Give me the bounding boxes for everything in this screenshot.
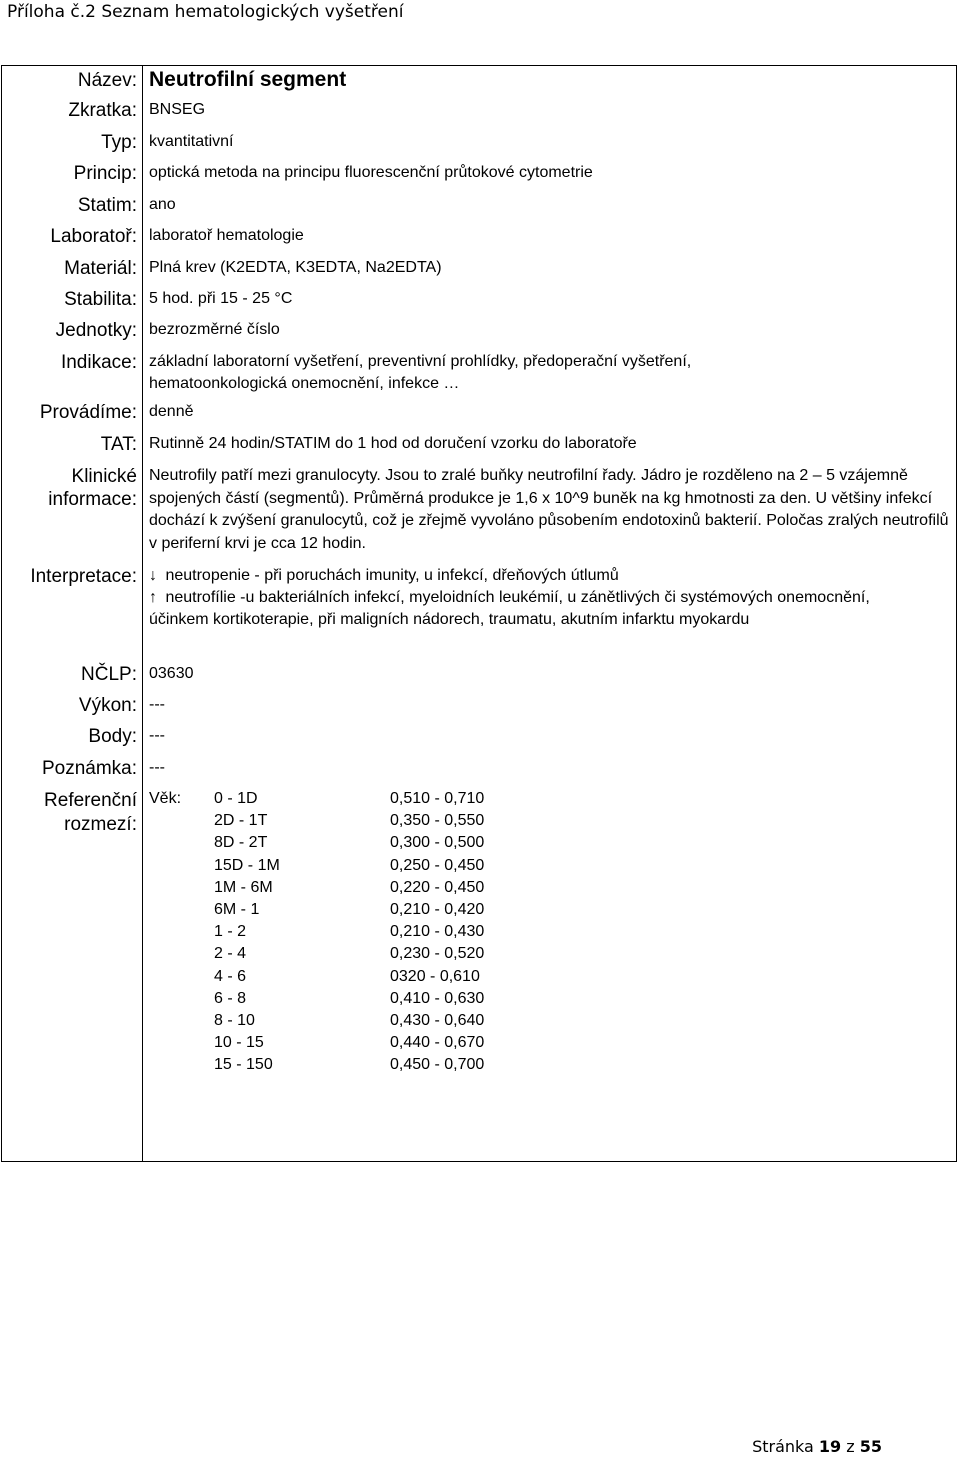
label-referencni: Referenční xyxy=(44,790,137,811)
value-interpretace-down: neutropenie - při poruchách imunity, u infekcí, dřeňových útlumů xyxy=(165,567,619,584)
reference-range: 0,210 - 0,430 xyxy=(390,923,485,941)
arrow-up-icon: ↑ xyxy=(149,589,157,606)
value-statim: ano xyxy=(149,196,176,213)
label-nazev: Název: xyxy=(77,70,137,91)
reference-age: 4 - 6 xyxy=(214,967,247,985)
reference-age: 6M - 1 xyxy=(214,901,260,918)
page-header: Příloha č.2 Seznam hematologických vyšetření xyxy=(7,2,404,22)
reference-age: 2D - 1T xyxy=(214,812,268,830)
label-body: Body: xyxy=(88,726,137,747)
label-vek: Věk: xyxy=(149,790,182,807)
reference-age: 10 - 15 xyxy=(214,1034,264,1052)
reference-range: 0,430 - 0,640 xyxy=(390,1012,485,1029)
reference-age: 0 - 1D xyxy=(214,790,258,807)
label-klinicke: Klinické xyxy=(71,466,137,487)
label-laborator: Laboratoř: xyxy=(50,226,137,247)
reference-range: 0,300 - 0,500 xyxy=(390,834,485,852)
footer-prefix: Stránka xyxy=(752,1437,819,1456)
reference-range: 0,250 - 0,450 xyxy=(390,856,485,874)
label-vykon: Výkon: xyxy=(78,695,137,716)
page-footer xyxy=(752,1437,882,1456)
reference-range: 0,410 - 0,630 xyxy=(390,989,485,1007)
value-typ: kvantitativní xyxy=(149,133,234,150)
value-zkratka: BNSEG xyxy=(149,101,206,118)
value-nclp: 03630 xyxy=(149,665,194,682)
label-zkratka: Zkratka: xyxy=(68,100,137,121)
value-princip: optická metoda na principu fluorescenční průtokové cytometrie xyxy=(149,164,593,181)
reference-age: 1 - 2 xyxy=(214,923,247,941)
reference-range: 0,350 - 0,550 xyxy=(390,812,485,830)
reference-range: 0,220 - 0,450 xyxy=(390,878,485,896)
value-klinicke: Neutrofily patří mezi granulocyty. Jsou to zralé buňky neutrofilní řady. Jádro je rozděleno na 2 – 5 vzájemně spojených částí (segmentů). Průměrná produkce je 1,6 x 10^9 buněk na kg hmotnosti za den. U většiny infekcí dochází k zvýšení granulocytů, což je zřejmě vyvoláno působením endotoxinů bakterií. Poločas zralých neutrofilů v periferní krvi je cca 12 hodin. xyxy=(149,467,949,552)
reference-range: 0,450 - 0,700 xyxy=(390,1056,485,1074)
value-vykon: --- xyxy=(149,696,165,713)
value-laborator: laboratoř hematologie xyxy=(149,227,304,244)
footer-mid: z xyxy=(841,1437,860,1456)
value-nazev: Neutrofilní segment xyxy=(149,68,347,91)
footer-total: 55 xyxy=(859,1437,882,1456)
reference-age: 8D - 2T xyxy=(214,834,268,852)
reference-range: 0320 - 0,610 xyxy=(390,967,480,985)
label-stabilita: Stabilita: xyxy=(64,289,137,310)
value-body: --- xyxy=(149,727,165,744)
label-typ: Typ: xyxy=(101,132,137,153)
footer-page: 19 xyxy=(818,1437,842,1456)
reference-age: 15 - 150 xyxy=(214,1056,273,1074)
reference-age: 1M - 6M xyxy=(214,878,273,896)
reference-range: 0,510 - 0,710 xyxy=(390,790,485,807)
value-jednotky: bezrozměrné číslo xyxy=(149,321,280,338)
label-rozmezi: rozmezí: xyxy=(64,814,137,835)
value-tat: Rutinně 24 hodin/STATIM do 1 hod od doručení vzorku do laboratoře xyxy=(149,435,637,452)
value-provadime: denně xyxy=(149,403,194,420)
value-material: Plná krev (K2EDTA, K3EDTA, Na2EDTA) xyxy=(149,259,442,276)
column-divider xyxy=(142,65,143,1162)
label-statim: Statim: xyxy=(77,195,137,216)
reference-age: 8 - 10 xyxy=(214,1012,255,1029)
label-indikace: Indikace: xyxy=(60,352,137,373)
label-material: Materiál: xyxy=(64,258,137,279)
value-indikace: základní laboratorní vyšetření, preventivní prohlídky, předoperační vyšetření, hematoonkologická onemocnění, infekce … xyxy=(149,353,692,392)
label-provadime: Provádíme: xyxy=(39,402,137,423)
interpretace-up-row xyxy=(149,587,909,631)
label-princip: Princip: xyxy=(73,163,137,184)
interpretace-down-row xyxy=(149,565,619,587)
label-poznamka: Poznámka: xyxy=(41,758,137,779)
label-informace: informace: xyxy=(48,489,137,510)
reference-range: 0,440 - 0,670 xyxy=(390,1034,485,1052)
value-stabilita: 5 hod. při 15 - 25 °C xyxy=(149,290,293,307)
label-nclp: NČLP: xyxy=(81,664,137,685)
value-interpretace-up: neutrofílie -u bakteriálních infekcí, myeloidních leukémií, u zánětlivých či systémových onemocnění, účinkem kortikoterapie, při maligních nádorech, traumatu, akutním infarktu myokardu xyxy=(149,589,870,628)
label-jednotky: Jednotky: xyxy=(55,320,137,341)
reference-range: 0,230 - 0,520 xyxy=(390,945,485,963)
label-tat: TAT: xyxy=(100,434,137,455)
reference-age: 6 - 8 xyxy=(214,989,247,1007)
reference-age: 15D - 1M xyxy=(214,856,280,874)
reference-age: 2 - 4 xyxy=(214,945,247,963)
arrow-down-icon: ↓ xyxy=(149,567,157,584)
label-interpretace: Interpretace: xyxy=(30,566,137,587)
value-poznamka: --- xyxy=(149,759,165,776)
reference-range: 0,210 - 0,420 xyxy=(390,901,485,918)
